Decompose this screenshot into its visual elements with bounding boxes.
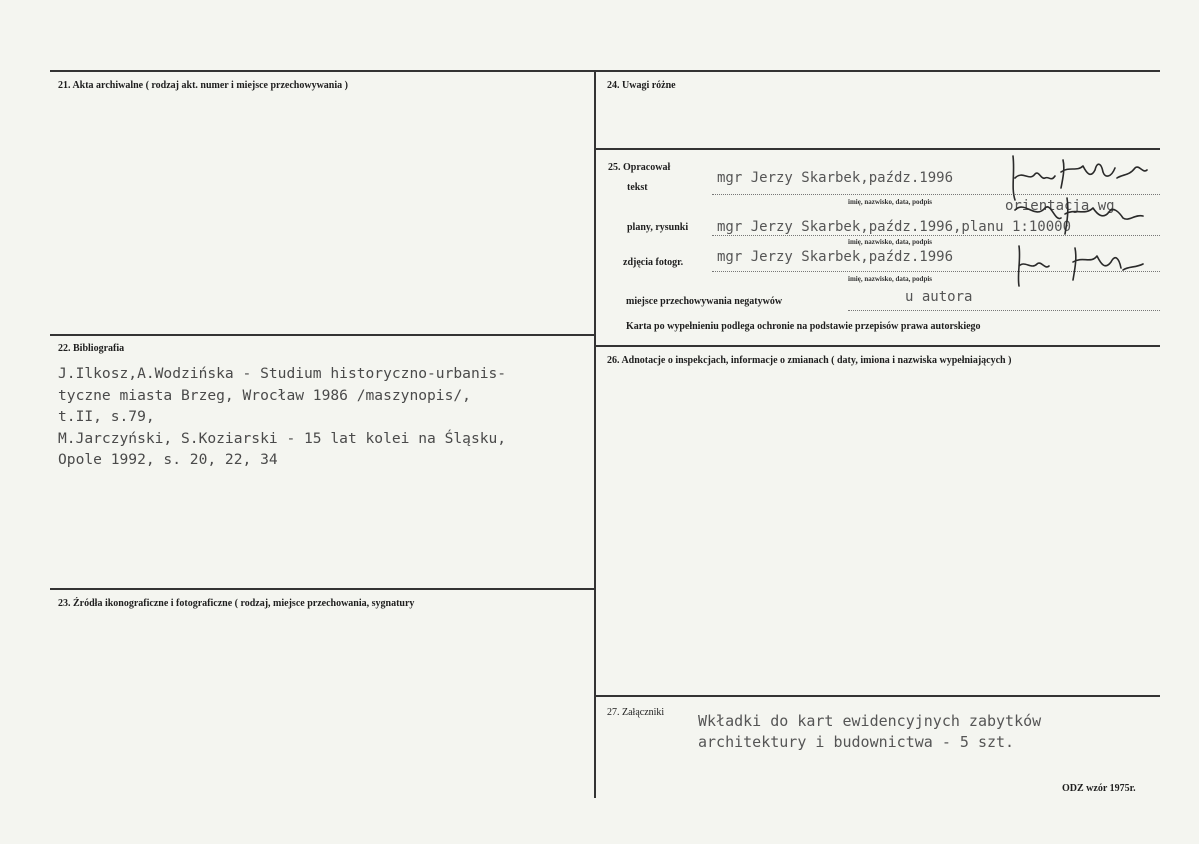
- row-tekst-caption: imię, nazwisko, data, podpis: [848, 198, 933, 206]
- orientation-note: orientacja wg: [1005, 198, 1115, 214]
- row-plany-value: mgr Jerzy Skarbek,paźdz.1996,planu 1:10000: [717, 219, 1072, 235]
- section-25-label: 25. Opracował: [608, 162, 671, 173]
- row-tekst-value: mgr Jerzy Skarbek,paźdz.1996: [717, 170, 954, 186]
- bibliography-line: t.II, s.79,: [58, 408, 155, 425]
- rule-22-23: [50, 588, 595, 590]
- form-version: ODZ wzór 1975r.: [1062, 783, 1136, 794]
- section-24-label: 24. Uwagi różne: [607, 80, 676, 91]
- copyright-note: Karta po wypełnieniu podlega ochronie na podstawie przepisów prawa autorskiego: [626, 321, 981, 332]
- section-21-label: 21. Akta archiwalne ( rodzaj akt. numer i miejsce przechowywania ): [58, 80, 348, 91]
- bibliography-text: [58, 363, 506, 471]
- negatives-label: miejsce przechowywania negatywów: [626, 296, 783, 307]
- signature-plany: [1005, 190, 1155, 240]
- row-tekst-label: tekst: [627, 182, 648, 193]
- section-27-label: 27. Załączniki: [607, 707, 665, 718]
- rule-25-26: [595, 345, 1160, 347]
- row-zdjecia-value: mgr Jerzy Skarbek,paźdz.1996: [717, 249, 954, 265]
- section-22-label: 22. Bibliografia: [58, 343, 125, 354]
- row-zdjecia-caption: imię, nazwisko, data, podpis: [848, 275, 933, 283]
- bibliography-line: Opole 1992, s. 20, 22, 34: [58, 451, 278, 468]
- section-26-label: 26. Adnotacje o inspekcjach, informacje o zmianach ( daty, imiona i nazwiska wypełniających ): [607, 355, 1012, 366]
- attachments-line-2: architektury i budownictwa - 5 szt.: [698, 733, 1015, 751]
- signature-zdjecia: [1005, 240, 1155, 290]
- row-zdjecia-label: zdjęcia fotogr.: [623, 257, 684, 268]
- section-23-label: 23. Źródła ikonograficzne i fotograficzne ( rodzaj, miejsce przechowania, sygnatury: [58, 598, 415, 609]
- row-plany-caption: imię, nazwisko, data, podpis: [848, 238, 933, 246]
- rule-21-22: [50, 334, 595, 336]
- negatives-value: u autora: [905, 289, 973, 305]
- bibliography-line: M.Jarczyński, S.Koziarski - 15 lat kolei na Śląsku,: [58, 429, 507, 447]
- negatives-line: [848, 310, 1160, 311]
- bibliography-line: J.Ilkosz,A.Wodzińska - Studium historyczno-urbanis-: [58, 365, 507, 382]
- attachments-line-1: Wkładki do kart ewidencyjnych zabytków: [698, 712, 1042, 730]
- rule-26-27: [595, 695, 1160, 697]
- top-rule: [50, 70, 1160, 72]
- center-divider: [594, 70, 596, 798]
- bibliography-line: tyczne miasta Brzeg, Wrocław 1986 /maszynopis/,: [58, 386, 471, 404]
- row-plany-label: plany, rysunki: [627, 222, 689, 233]
